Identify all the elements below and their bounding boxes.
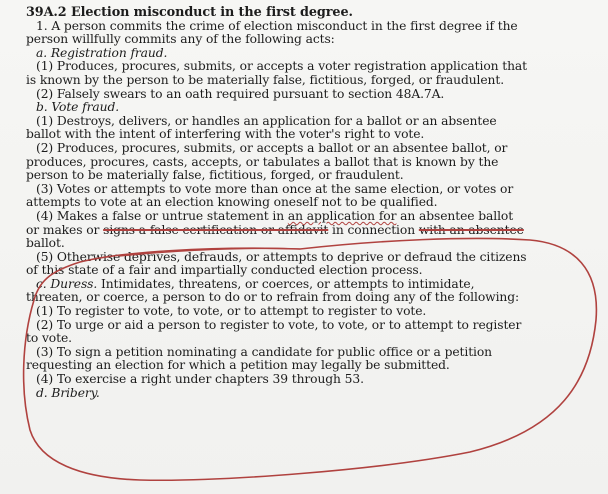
b4-line-3: ballot. bbox=[26, 236, 65, 251]
section-title: Election misconduct in the first degree. bbox=[70, 5, 353, 20]
a1-line-1: (1) Produces, procures, submits, or accepts a voter registration application that bbox=[36, 59, 528, 74]
c4-line-1: (4) To exercise a right under chapters 39 through 53. bbox=[36, 372, 364, 387]
b5-line-2: of this state of a fair and impartially conducted election process. bbox=[26, 263, 423, 278]
subsection-b-heading: b. Vote fraud. bbox=[36, 100, 120, 115]
b3-line-2: attempts to vote at an election knowing oneself not to be qualified. bbox=[26, 195, 438, 210]
b2-line-3: person to be materially false, fictitious, forged, or fraudulent. bbox=[26, 168, 404, 183]
b4-text-c: an absentee ballot bbox=[396, 208, 514, 223]
c2-line-1: (2) To urge or aid a person to register to vote, to vote, or to attempt to register bbox=[36, 317, 522, 332]
b3-line-1: (3) Votes or attempts to vote more than once at the same election, or votes or bbox=[36, 181, 514, 196]
subsection-d-heading: d. Bribery. bbox=[36, 385, 100, 400]
c-label: c. Duress. bbox=[36, 276, 98, 291]
b4-line-2 bbox=[26, 224, 586, 238]
a2-line-1: (2) Falsely swears to an oath required pursuant to section 48A.7A. bbox=[36, 86, 445, 101]
c1-line-1: (1) To register to vote, to vote, or to attempt to register to vote. bbox=[36, 304, 427, 319]
intro-line-2: person willfully commits any of the following acts: bbox=[26, 32, 335, 47]
section-heading bbox=[26, 6, 586, 20]
b4-text-d: or makes or bbox=[26, 222, 104, 237]
c3-line-2: requesting an election for which a petition may legally be submitted. bbox=[26, 358, 450, 373]
b2-line-2: produces, procures, casts, accepts, or tabulates a ballot that is known by the bbox=[26, 154, 499, 169]
c-text: Intimidates, threatens, or coerces, or attempts to intimidate, bbox=[97, 276, 475, 291]
b1-line-1: (1) Destroys, delivers, or handles an application for a ballot or an absentee bbox=[36, 113, 497, 128]
b5-line-1: (5) Otherwise deprives, defrauds, or attempts to deprive or defraud the citizens bbox=[36, 249, 527, 264]
statute-text bbox=[26, 6, 586, 400]
c2-line-2: to vote. bbox=[26, 331, 72, 346]
b4-marked-phrase-1: an application for bbox=[287, 208, 397, 223]
subsection-c-heading bbox=[26, 278, 586, 292]
b4-struck-phrase: signs a false certification or affidavit bbox=[103, 222, 329, 237]
b4-line-1 bbox=[26, 210, 586, 224]
a1-line-2: is known by the person to be materially false, fictitious, forged, or fraudulent. bbox=[26, 72, 505, 87]
b2-line-1: (2) Produces, procures, submits, or accepts a ballot or an absentee ballot, or bbox=[36, 140, 508, 155]
c-line-2: threaten, or coerce, a person to do or to refrain from doing any of the following: bbox=[26, 290, 520, 305]
b4-text-a: (4) Makes a false or untrue statement in bbox=[36, 208, 288, 223]
intro-line-1: 1. A person commits the crime of election misconduct in the first degree if the bbox=[36, 18, 518, 33]
b4-struck-phrase-2: with an absentee bbox=[418, 222, 524, 237]
b1-line-2: ballot with the intent of interfering with the voter's right to vote. bbox=[26, 127, 425, 142]
subsection-a-heading: a. Registration fraud. bbox=[36, 45, 168, 60]
b4-text-e: in connection bbox=[328, 222, 419, 237]
section-number: 39A.2 bbox=[26, 5, 67, 20]
c3-line-1: (3) To sign a petition nominating a candidate for public office or a petition bbox=[36, 344, 492, 359]
